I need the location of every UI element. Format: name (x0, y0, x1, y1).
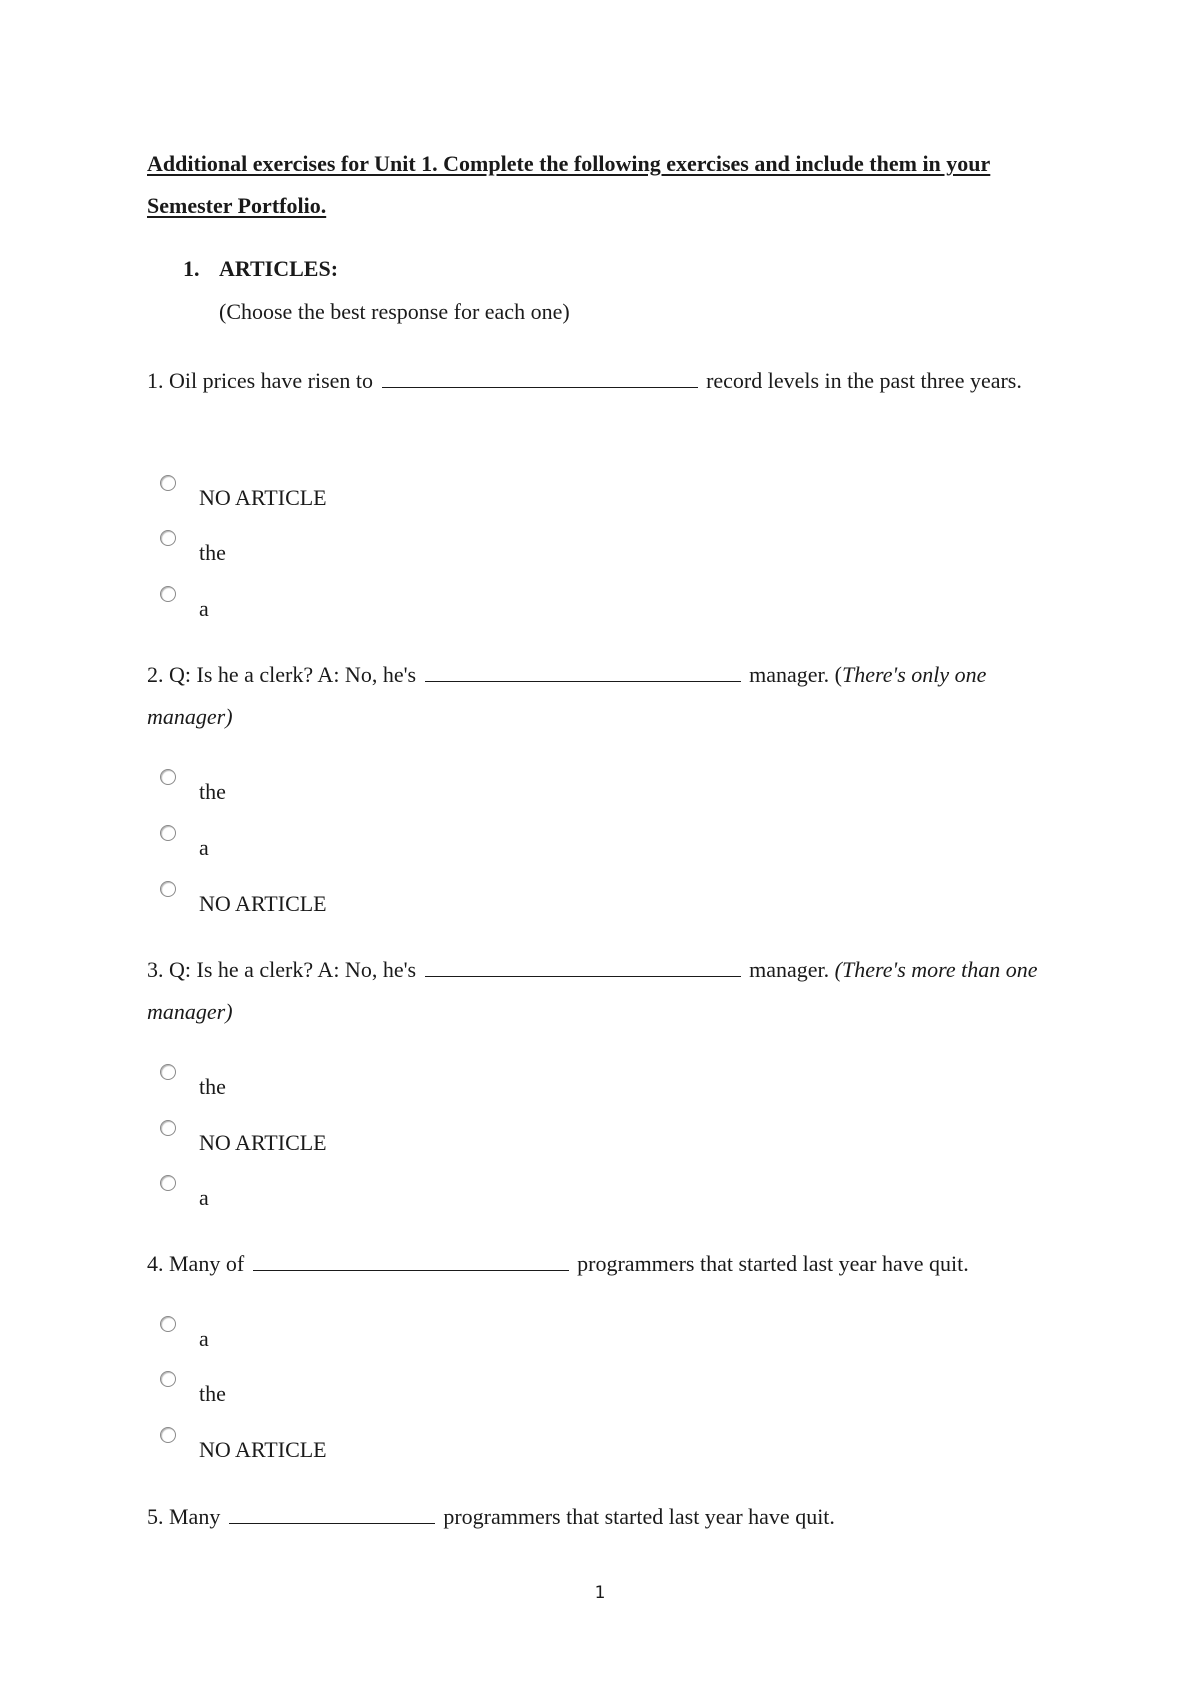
question-text-before: 1. Oil prices have risen to (147, 368, 374, 393)
question-text-after: programmers that started last year have quit. (577, 1251, 969, 1276)
option-label: a (199, 835, 209, 860)
radio-button-icon[interactable] (160, 475, 176, 491)
answer-blank (229, 1499, 435, 1524)
radio-button-icon[interactable] (160, 1371, 176, 1387)
option-label: NO ARTICLE (199, 485, 327, 510)
answer-blank (382, 363, 698, 388)
question-text-before: 2. Q: Is he a clerk? A: No, he's (147, 662, 417, 687)
option-label: the (199, 1074, 226, 1099)
question-5 (147, 1496, 1067, 1538)
option-label: a (199, 596, 209, 621)
answer-blank (253, 1246, 569, 1271)
section-number: 1. (183, 256, 200, 281)
radio-button-icon[interactable] (160, 530, 176, 546)
page-title: Additional exercises for Unit 1. Complete the following exercises and include them in your Semester Portfolio. (147, 151, 991, 218)
section-title: ARTICLES: (219, 256, 339, 281)
page-number: 1 (594, 1583, 606, 1603)
question-3 (147, 949, 1067, 1033)
radio-button-icon[interactable] (160, 825, 176, 841)
question-4 (147, 1243, 1067, 1285)
option-label: the (199, 779, 226, 804)
question-hint: (There's more than one manager) (147, 957, 1038, 1024)
answer-blank (425, 952, 741, 977)
option-label: NO ARTICLE (199, 891, 327, 916)
radio-button-icon[interactable] (160, 1175, 176, 1191)
radio-button-icon[interactable] (160, 881, 176, 897)
option-label: NO ARTICLE (199, 1437, 327, 1462)
option-label: NO ARTICLE (199, 1130, 327, 1155)
radio-button-icon[interactable] (160, 769, 176, 785)
radio-button-icon[interactable] (160, 1316, 176, 1332)
option-label: the (199, 540, 226, 565)
radio-button-icon[interactable] (160, 586, 176, 602)
question-text-after: programmers that started last year have quit. (443, 1504, 835, 1529)
radio-button-icon[interactable] (160, 1120, 176, 1136)
question-hint: There's only one manager) (147, 662, 987, 729)
question-text-before: 5. Many (147, 1504, 221, 1529)
question-text-after: manager. ( (749, 662, 842, 687)
question-text-after: manager. (749, 957, 830, 982)
question-2 (147, 654, 1067, 738)
option-label: the (199, 1381, 226, 1406)
option-label: a (199, 1185, 209, 1210)
question-1 (147, 360, 1067, 402)
answer-blank (425, 657, 741, 682)
question-text-after: record levels in the past three years. (706, 368, 1022, 393)
question-text-before: 4. Many of (147, 1251, 245, 1276)
radio-button-icon[interactable] (160, 1427, 176, 1443)
question-text-before: 3. Q: Is he a clerk? A: No, he's (147, 957, 417, 982)
radio-button-icon[interactable] (160, 1064, 176, 1080)
option-label: a (199, 1326, 209, 1351)
section-heading (183, 256, 338, 282)
section-instruction: (Choose the best response for each one) (219, 299, 570, 324)
